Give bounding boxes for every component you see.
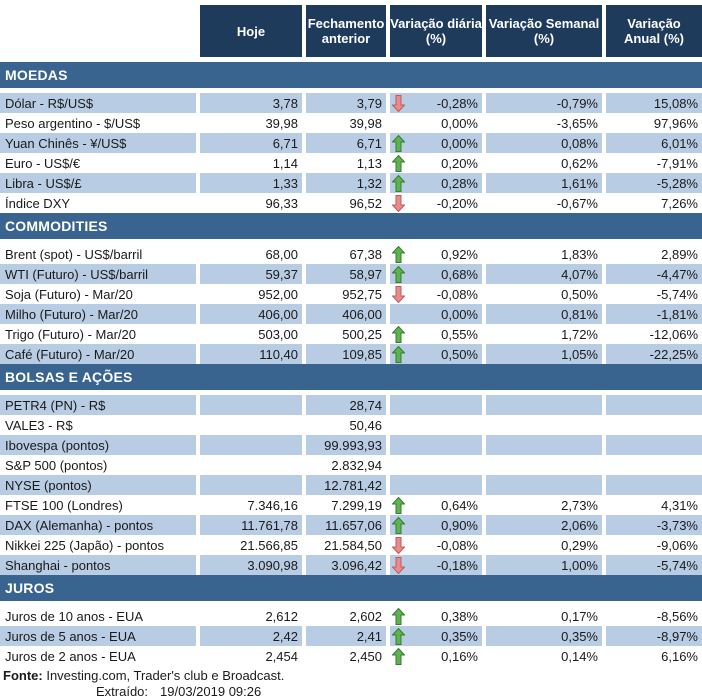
hoje-value: 7.346,16 xyxy=(200,495,306,515)
hoje-value: 406,00 xyxy=(200,304,306,324)
hoje-value: 3,78 xyxy=(200,93,306,113)
variacao-semanal-value: 0,35% xyxy=(486,626,606,646)
fechamento-value: 96,52 xyxy=(306,193,390,213)
variacao-diaria-value: -0,18% xyxy=(436,557,478,573)
fechamento-value: 1,32 xyxy=(306,173,390,193)
trend-arrow-icon xyxy=(392,195,405,212)
source-line xyxy=(3,668,702,684)
fechamento-value: 109,85 xyxy=(306,344,390,364)
column-header-blank xyxy=(0,5,200,57)
variacao-diaria-cell xyxy=(390,244,486,264)
row-label: Yuan Chinês - ¥/US$ xyxy=(0,133,200,153)
row-label: WTI (Futuro) - US$/barril xyxy=(0,264,200,284)
variacao-semanal-value: 0,29% xyxy=(486,535,606,555)
table-row xyxy=(0,244,702,264)
source-label: Fonte: xyxy=(3,668,43,683)
column-header-variacao-anual xyxy=(606,5,702,57)
fechamento-value: 7.299,19 xyxy=(306,495,390,515)
variacao-diaria-value: 0,00% xyxy=(441,115,478,131)
trend-arrow-icon xyxy=(392,628,405,645)
hoje-value: 110,40 xyxy=(200,344,306,364)
column-header-line: (%) xyxy=(425,31,447,46)
column-header-line: (%) xyxy=(533,31,555,46)
row-label: Libra - US$/£ xyxy=(0,173,200,193)
row-label: VALE3 - R$ xyxy=(0,415,200,435)
row-label: Shanghai - pontos xyxy=(0,555,200,575)
variacao-anual-value: -1,81% xyxy=(606,304,702,324)
variacao-diaria-cell xyxy=(390,395,486,415)
trend-arrow-icon xyxy=(392,497,405,514)
variacao-anual-value xyxy=(606,455,702,475)
variacao-diaria-cell xyxy=(390,626,486,646)
fechamento-value: 3.096,42 xyxy=(306,555,390,575)
hoje-value: 11.761,78 xyxy=(200,515,306,535)
variacao-anual-value: -22,25% xyxy=(606,344,702,364)
variacao-diaria-value: 0,92% xyxy=(441,246,478,262)
hoje-value: 3.090,98 xyxy=(200,555,306,575)
variacao-anual-value xyxy=(606,435,702,455)
trend-arrow-icon xyxy=(392,95,405,112)
table-row xyxy=(0,264,702,284)
fechamento-value: 406,00 xyxy=(306,304,390,324)
variacao-semanal-value: -0,79% xyxy=(486,93,606,113)
variacao-diaria-cell xyxy=(390,435,486,455)
variacao-diaria-cell xyxy=(390,324,486,344)
variacao-diaria-cell xyxy=(390,555,486,575)
row-label: DAX (Alemanha) - pontos xyxy=(0,515,200,535)
table-row xyxy=(0,535,702,555)
fechamento-value: 6,71 xyxy=(306,133,390,153)
variacao-semanal-value: 1,00% xyxy=(486,555,606,575)
table-row xyxy=(0,344,702,364)
table-row xyxy=(0,173,702,193)
row-label: Brent (spot) - US$/barril xyxy=(0,244,200,264)
variacao-diaria-cell xyxy=(390,455,486,475)
variacao-anual-value: 4,31% xyxy=(661,497,698,513)
hoje-value: 59,37 xyxy=(200,264,306,284)
column-header-variacao-semanal xyxy=(486,5,606,57)
table-row xyxy=(0,324,702,344)
trend-arrow-icon xyxy=(392,648,405,665)
trend-arrow-icon xyxy=(392,326,405,343)
table-row xyxy=(0,475,702,495)
fechamento-value: 952,75 xyxy=(306,284,390,304)
table-row xyxy=(0,646,702,666)
variacao-diaria-value: 0,50% xyxy=(441,346,478,362)
variacao-diaria-cell xyxy=(390,646,486,666)
variacao-semanal-value: -3,65% xyxy=(486,113,606,133)
variacao-diaria-value: -0,08% xyxy=(436,286,478,302)
variacao-semanal-value: 0,14% xyxy=(486,646,606,666)
variacao-semanal-value: 2,73% xyxy=(486,495,606,515)
column-header-line: anterior xyxy=(321,31,371,46)
variacao-anual-value: -4,47% xyxy=(606,264,702,284)
table-row xyxy=(0,555,702,575)
variacao-diaria-cell xyxy=(390,475,486,495)
table-row xyxy=(0,495,702,515)
source-text: Investing.com, Trader's club e Broadcast. xyxy=(42,668,285,683)
fechamento-value: 58,97 xyxy=(306,264,390,284)
variacao-anual-value: -12,06% xyxy=(649,326,698,342)
fechamento-value: 39,98 xyxy=(306,113,390,133)
extracted-label: Extraído: xyxy=(96,684,149,699)
variacao-anual-value: 7,26% xyxy=(661,195,698,211)
table-row xyxy=(0,606,702,626)
trend-arrow-icon xyxy=(392,135,405,152)
variacao-diaria-cell xyxy=(390,153,486,173)
table-row xyxy=(0,193,702,213)
fechamento-value: 67,38 xyxy=(306,244,390,264)
variacao-diaria-value: 0,16% xyxy=(441,648,478,664)
variacao-anual-value: -3,73% xyxy=(606,515,702,535)
column-header-line: Anual (%) xyxy=(624,31,684,46)
variacao-diaria-value: -0,28% xyxy=(436,95,478,111)
fechamento-value: 11.657,06 xyxy=(306,515,390,535)
row-label: Juros de 10 anos - EUA xyxy=(0,606,200,626)
variacao-diaria-cell xyxy=(390,284,486,304)
row-label: Dólar - R$/US$ xyxy=(0,93,200,113)
hoje-value: 21.566,85 xyxy=(200,535,306,555)
hoje-value xyxy=(200,455,306,475)
fechamento-value: 12.781,42 xyxy=(306,475,390,495)
variacao-diaria-value: 0,00% xyxy=(441,135,478,151)
trend-arrow-icon xyxy=(392,346,405,363)
trend-arrow-icon xyxy=(392,557,405,574)
row-label: Euro - US$/€ xyxy=(0,153,200,173)
variacao-diaria-value: 0,38% xyxy=(441,608,478,624)
source-footer xyxy=(0,668,702,699)
variacao-semanal-value: 1,61% xyxy=(486,173,606,193)
variacao-semanal-value: 4,07% xyxy=(486,264,606,284)
variacao-semanal-value: 1,72% xyxy=(486,324,606,344)
variacao-anual-value: -5,74% xyxy=(606,555,702,575)
table-row xyxy=(0,113,702,133)
row-label: Juros de 2 anos - EUA xyxy=(0,646,200,666)
column-header-variacao-diaria xyxy=(390,5,486,57)
variacao-anual-value: -5,74% xyxy=(656,286,698,302)
hoje-value xyxy=(200,395,306,415)
fechamento-value: 500,25 xyxy=(306,324,390,344)
variacao-diaria-cell xyxy=(390,535,486,555)
variacao-diaria-cell xyxy=(390,304,486,324)
column-header-hoje xyxy=(200,5,306,57)
variacao-diaria-value: 0,55% xyxy=(441,326,478,342)
variacao-semanal-value: 0,17% xyxy=(486,606,606,626)
fechamento-value: 28,74 xyxy=(306,395,390,415)
fechamento-value: 2.832,94 xyxy=(306,455,390,475)
section-header-moedas: MOEDAS xyxy=(0,62,702,88)
variacao-semanal-value xyxy=(486,415,606,435)
hoje-value xyxy=(200,435,306,455)
variacao-diaria-cell xyxy=(390,93,486,113)
hoje-value: 1,14 xyxy=(200,153,306,173)
column-header-line: Variação Semanal xyxy=(488,16,600,31)
variacao-semanal-value: 2,06% xyxy=(486,515,606,535)
variacao-semanal-value: 1,05% xyxy=(486,344,606,364)
row-label: NYSE (pontos) xyxy=(0,475,200,495)
fechamento-value: 50,46 xyxy=(306,415,390,435)
trend-arrow-icon xyxy=(392,155,405,172)
table-row xyxy=(0,284,702,304)
column-header-fechamento-anterior xyxy=(306,5,390,57)
column-header-line: Variação diária xyxy=(390,16,482,31)
hoje-value: 6,71 xyxy=(200,133,306,153)
row-label: Índice DXY xyxy=(0,193,200,213)
variacao-diaria-cell xyxy=(390,606,486,626)
table-row xyxy=(0,304,702,324)
variacao-anual-value: 15,08% xyxy=(606,93,702,113)
variacao-diaria-value: 0,90% xyxy=(441,517,478,533)
row-label: Soja (Futuro) - Mar/20 xyxy=(0,284,200,304)
trend-arrow-icon xyxy=(392,517,405,534)
variacao-diaria-cell xyxy=(390,264,486,284)
variacao-anual-value: -8,56% xyxy=(656,608,698,624)
trend-arrow-icon xyxy=(392,286,405,303)
variacao-semanal-value xyxy=(486,395,606,415)
section-header-commodities: COMMODITIES xyxy=(0,213,702,239)
trend-arrow-icon xyxy=(392,608,405,625)
variacao-semanal-value xyxy=(486,455,606,475)
variacao-semanal-value: 1,83% xyxy=(486,244,606,264)
hoje-value: 1,33 xyxy=(200,173,306,193)
variacao-diaria-cell xyxy=(390,515,486,535)
variacao-diaria-value: 0,35% xyxy=(441,628,478,644)
variacao-semanal-value xyxy=(486,475,606,495)
trend-arrow-icon xyxy=(392,246,405,263)
variacao-diaria-value: 0,20% xyxy=(441,155,478,171)
fechamento-value: 3,79 xyxy=(306,93,390,113)
section-header-juros: JUROS xyxy=(0,575,702,601)
variacao-diaria-cell xyxy=(390,173,486,193)
variacao-semanal-value: -0,67% xyxy=(486,193,606,213)
column-header-line: Fechamento xyxy=(307,16,385,31)
trend-arrow-icon xyxy=(392,537,405,554)
variacao-diaria-cell xyxy=(390,415,486,435)
table-row xyxy=(0,415,702,435)
variacao-diaria-cell xyxy=(390,193,486,213)
variacao-semanal-value: 0,08% xyxy=(486,133,606,153)
variacao-anual-value: -7,91% xyxy=(656,155,698,171)
hoje-value xyxy=(200,415,306,435)
variacao-diaria-cell xyxy=(390,113,486,133)
row-label: Peso argentino - $/US$ xyxy=(0,113,200,133)
variacao-anual-value: -5,28% xyxy=(606,173,702,193)
column-header-line: Hoje xyxy=(236,23,266,39)
row-label: S&P 500 (pontos) xyxy=(0,455,200,475)
row-label: Trigo (Futuro) - Mar/20 xyxy=(0,324,200,344)
row-label: Juros de 5 anos - EUA xyxy=(0,626,200,646)
variacao-diaria-value: -0,20% xyxy=(436,195,478,211)
trend-arrow-icon xyxy=(392,266,405,283)
variacao-anual-value: 97,96% xyxy=(653,115,698,131)
hoje-value: 2,42 xyxy=(200,626,306,646)
extracted-line xyxy=(96,684,702,699)
variacao-diaria-cell xyxy=(390,344,486,364)
hoje-value: 503,00 xyxy=(200,324,306,344)
row-label: Nikkei 225 (Japão) - pontos xyxy=(0,535,200,555)
variacao-semanal-value xyxy=(486,435,606,455)
variacao-semanal-value: 0,50% xyxy=(486,284,606,304)
hoje-value: 68,00 xyxy=(200,244,306,264)
hoje-value: 39,98 xyxy=(200,113,306,133)
fechamento-value: 1,13 xyxy=(306,153,390,173)
row-label: Ibovespa (pontos) xyxy=(0,435,200,455)
hoje-value xyxy=(200,475,306,495)
variacao-semanal-value: 0,81% xyxy=(486,304,606,324)
table-row xyxy=(0,133,702,153)
variacao-diaria-value: -0,08% xyxy=(436,537,478,553)
table-row xyxy=(0,435,702,455)
section-header-bolsas-e-acoes: BOLSAS E AÇÕES xyxy=(0,364,702,390)
column-header-row xyxy=(0,5,702,57)
table-row xyxy=(0,515,702,535)
variacao-anual-value: 2,89% xyxy=(661,246,698,262)
variacao-diaria-value: 0,68% xyxy=(441,266,478,282)
fechamento-value: 2,450 xyxy=(306,646,390,666)
hoje-value: 2,454 xyxy=(200,646,306,666)
column-header-line: Variação xyxy=(627,16,681,31)
table-row xyxy=(0,626,702,646)
fechamento-value: 2,41 xyxy=(306,626,390,646)
variacao-anual-value: 6,01% xyxy=(606,133,702,153)
hoje-value: 96,33 xyxy=(200,193,306,213)
variacao-diaria-cell xyxy=(390,495,486,515)
trend-arrow-icon xyxy=(392,175,405,192)
variacao-diaria-value: 0,64% xyxy=(441,497,478,513)
variacao-anual-value: 6,16% xyxy=(661,648,698,664)
variacao-diaria-value: 0,00% xyxy=(441,306,478,322)
variacao-anual-value xyxy=(606,415,702,435)
fechamento-value: 21.584,50 xyxy=(306,535,390,555)
row-label: Café (Futuro) - Mar/20 xyxy=(0,344,200,364)
fechamento-value: 2,602 xyxy=(306,606,390,626)
extracted-timestamp: 19/03/2019 09:26 xyxy=(160,684,262,699)
table-row xyxy=(0,93,702,113)
variacao-diaria-cell xyxy=(390,133,486,153)
table-row xyxy=(0,153,702,173)
row-label: PETR4 (PN) - R$ xyxy=(0,395,200,415)
hoje-value: 2,612 xyxy=(200,606,306,626)
table-row xyxy=(0,395,702,415)
variacao-anual-value: -8,97% xyxy=(606,626,702,646)
fechamento-value: 99.993,93 xyxy=(306,435,390,455)
variacao-anual-value: -9,06% xyxy=(656,537,698,553)
row-label: FTSE 100 (Londres) xyxy=(0,495,200,515)
variacao-anual-value xyxy=(606,475,702,495)
variacao-anual-value xyxy=(606,395,702,415)
row-label: Milho (Futuro) - Mar/20 xyxy=(0,304,200,324)
variacao-diaria-value: 0,28% xyxy=(441,175,478,191)
variacao-semanal-value: 0,62% xyxy=(486,153,606,173)
hoje-value: 952,00 xyxy=(200,284,306,304)
table-row xyxy=(0,455,702,475)
